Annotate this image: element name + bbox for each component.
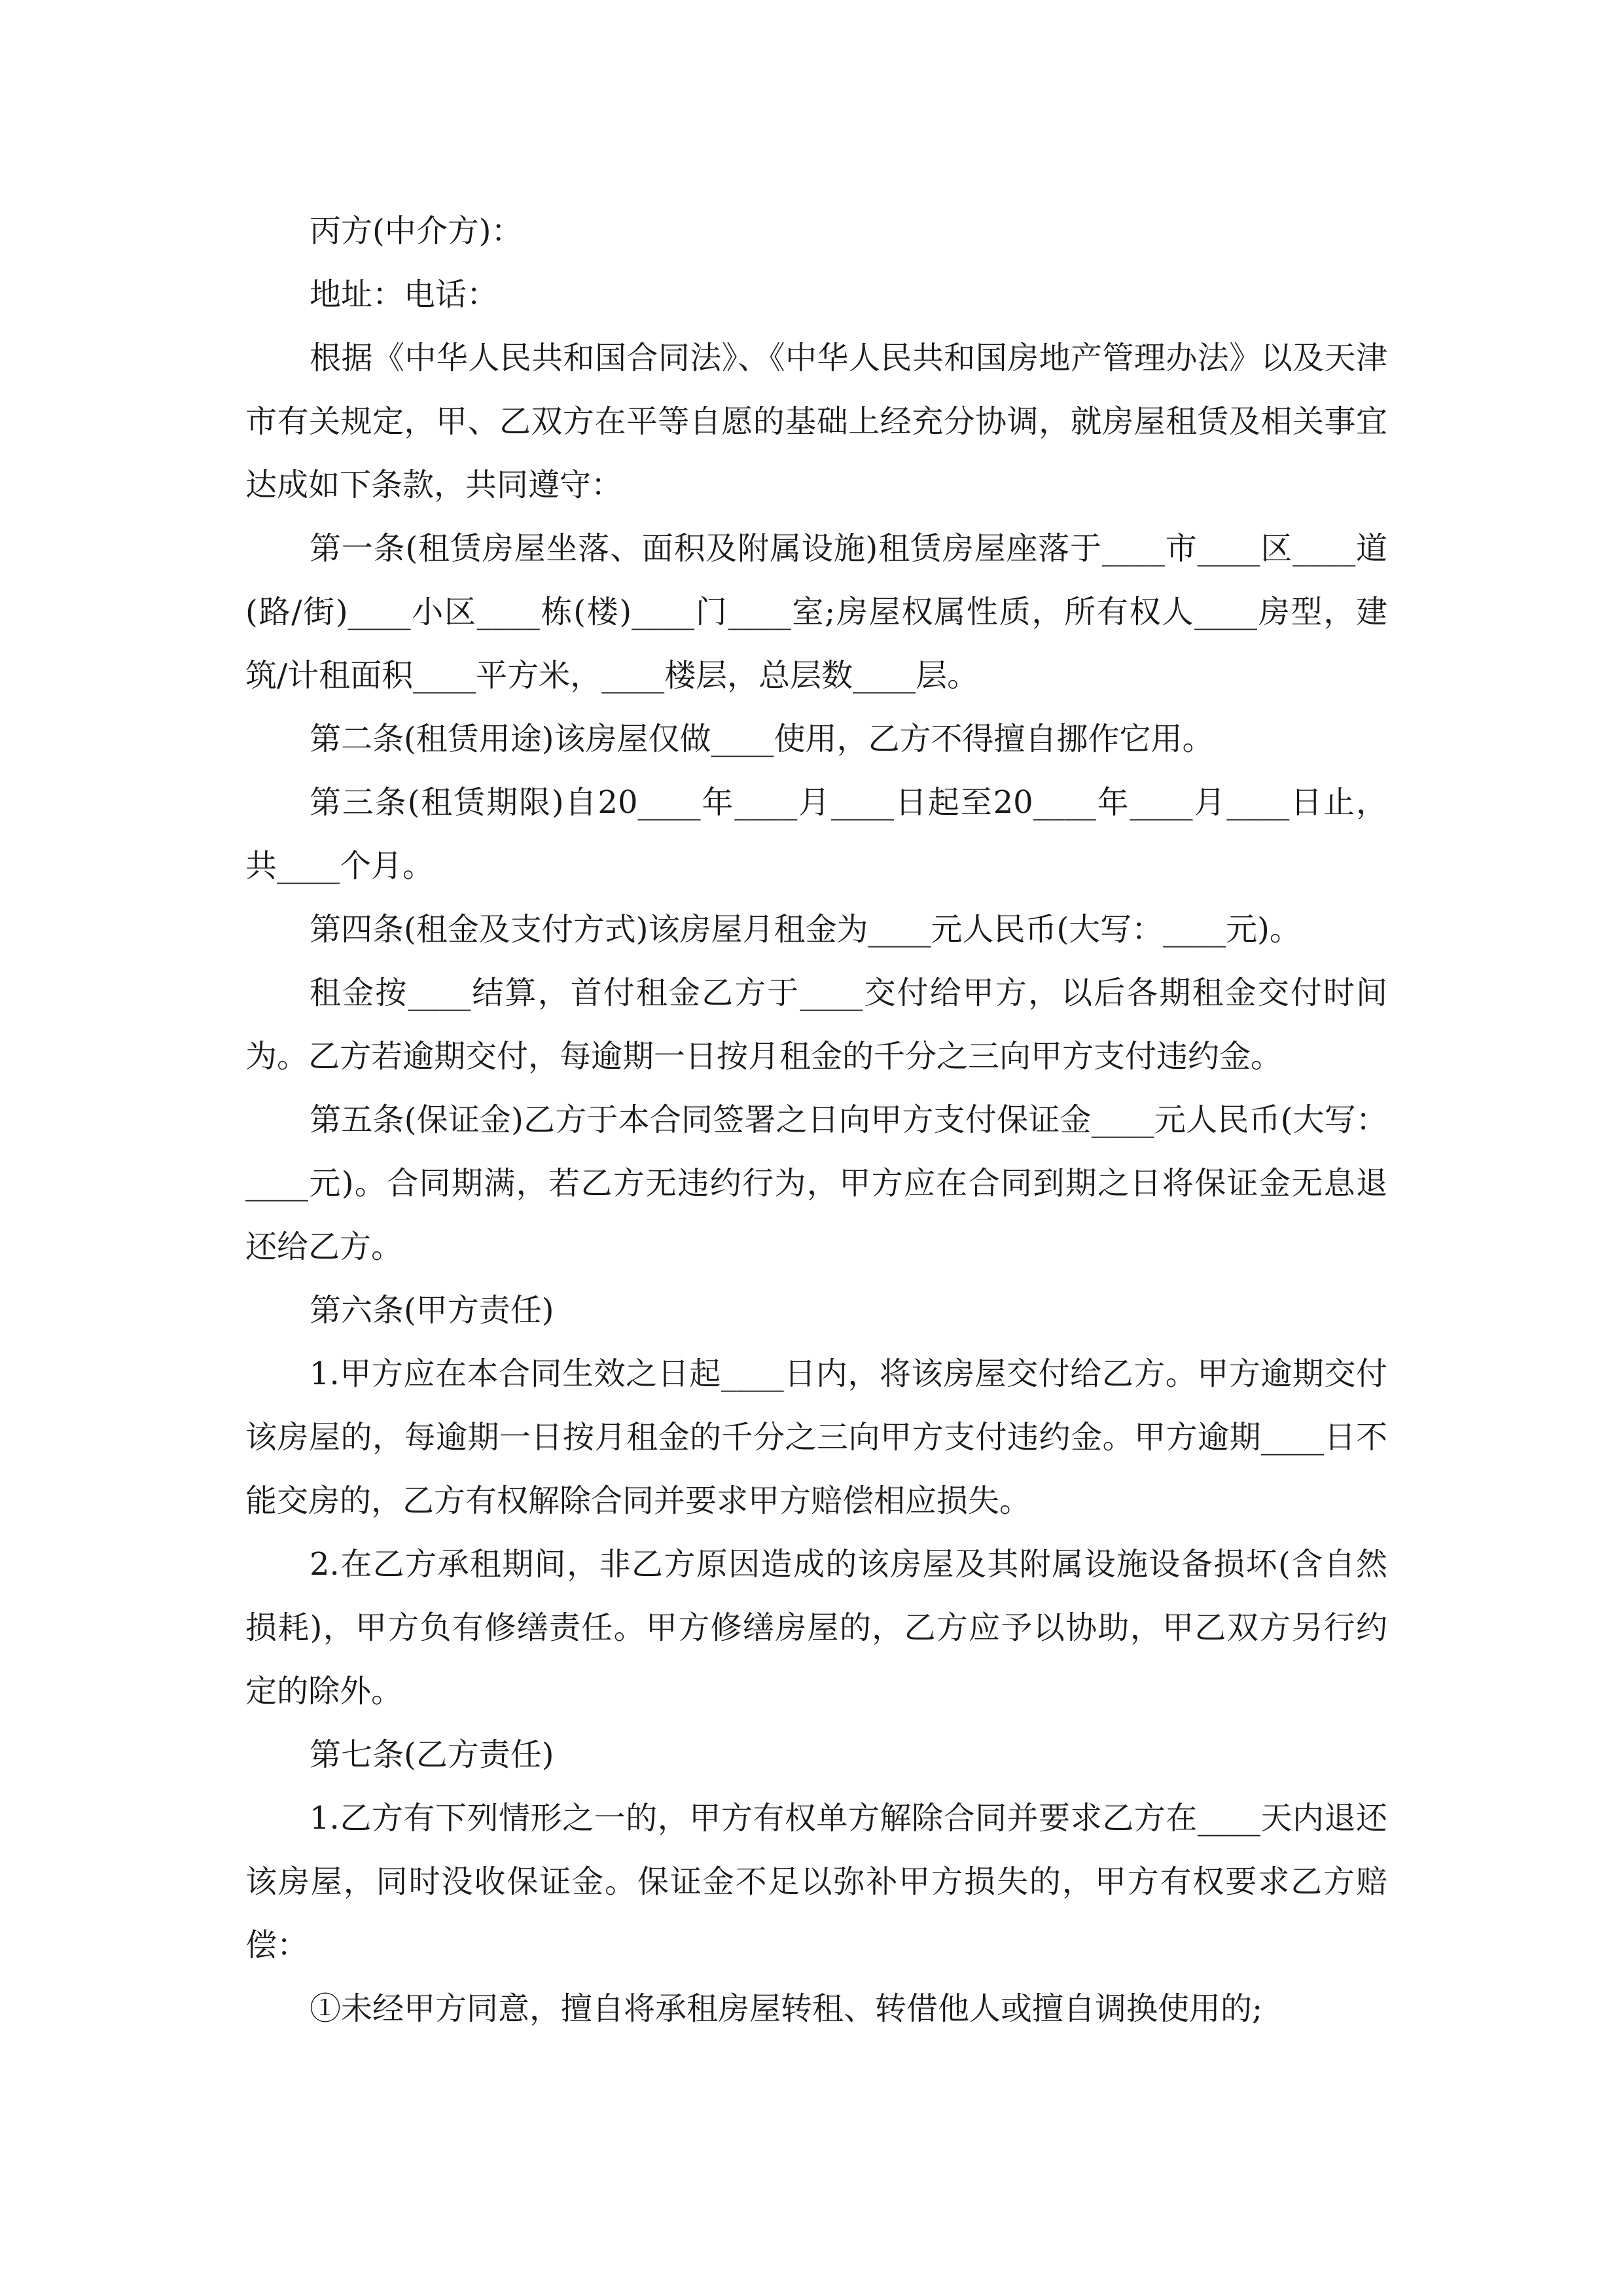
article-3-paragraph: 第三条(租赁期限)自20____年____月____日起至20____年____月____日止，共____个月。: [245, 784, 1387, 884]
article-7-heading: 第七条(乙方责任): [310, 1736, 554, 1773]
preamble-paragraph: 根据《中华人民共和国合同法》、《中华人民共和国房地产管理办法》以及天津市有关规定，甲、乙双方在平等自愿的基础上经充分协调，就房屋租赁及相关事宜达成如下条款，共同遵守：: [245, 340, 1387, 503]
article-6-item-2: 2.在乙方承租期间，非乙方原因造成的该房屋及其附属设施设备损坏(含自然损耗)，甲方负有修缮责任。甲方修缮房屋的，乙方应予以协助，甲乙双方另行约定的除外。: [245, 1546, 1387, 1710]
party-c-line: 丙方(中介方)：: [310, 213, 523, 249]
rent-settlement-paragraph: 租金按____结算，首付租金乙方于____交付给甲方，以后各期租金交付时间为。乙方若逾期交付，每逾期一日按月租金的千分之三向甲方支付违约金。: [245, 975, 1387, 1075]
address-phone-line: 地址：电话：: [310, 276, 499, 313]
document-body: [245, 200, 1387, 2041]
article-4-paragraph: 第四条(租金及支付方式)该房屋月租金为____元人民币(大写：____元)。: [310, 911, 1301, 948]
article-1-paragraph: 第一条(租赁房屋坐落、面积及附属设施)租赁房屋座落于____市____区____道(路/街)____小区____栋(楼)____门____室;房屋权属性质，所有权人____房型，建筑/计租面积____平方米，____楼层，总层数____层。: [245, 530, 1387, 694]
article-6-heading: 第六条(甲方责任): [310, 1292, 554, 1329]
article-6-item-1: 1.甲方应在本合同生效之日起____日内，将该房屋交付给乙方。甲方逾期交付该房屋的，每逾期一日按月租金的千分之三向甲方支付违约金。甲方逾期____日不能交房的，乙方有权解除合同并要求甲方赔偿相应损失。: [245, 1355, 1387, 1519]
article-2-paragraph: 第二条(租赁用途)该房屋仅做____使用，乙方不得擅自挪作它用。: [310, 721, 1214, 757]
article-5-paragraph: 第五条(保证金)乙方于本合同签署之日向甲方支付保证金____元人民币(大写：____元)。合同期满，若乙方无违约行为，甲方应在合同到期之日将保证金无息退还给乙方。: [245, 1102, 1387, 1265]
article-7-item-1: 1.乙方有下列情形之一的，甲方有权单方解除合同并要求乙方在____天内退还该房屋，同时没收保证金。保证金不足以弥补甲方损失的，甲方有权要求乙方赔偿：: [245, 1800, 1387, 1964]
article-7-subitem-1: ①未经甲方同意，擅自将承租房屋转租、转借他人或擅自调换使用的;: [310, 1990, 1263, 2027]
